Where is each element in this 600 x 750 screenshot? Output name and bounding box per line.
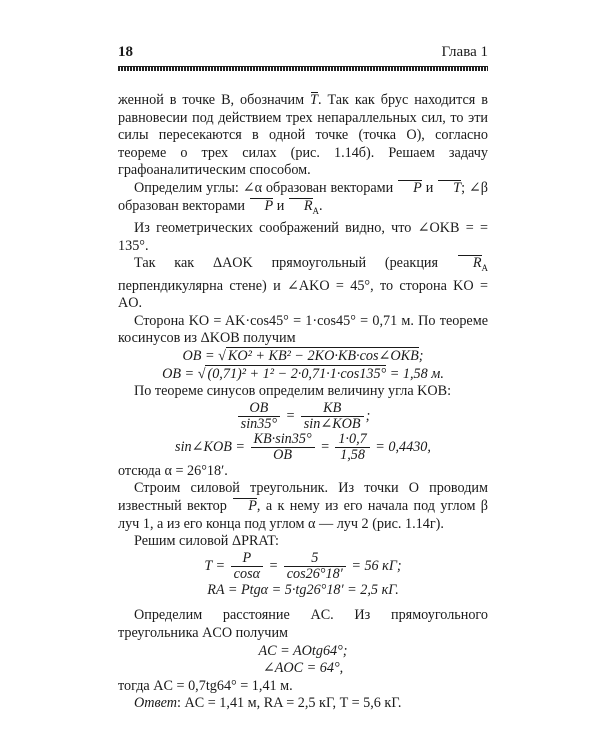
formula-ac: AC = AOtg64°; [258,642,348,659]
page-number: 18 [118,44,133,60]
vector-t: T [437,180,461,198]
paragraph-solve: Решим силовой ΔPRAT: [134,533,279,550]
vector-p: P [249,198,274,216]
paragraph-side: Сторона KO = AK·cos45° = 1·cos45° = 0,71 м. По теореме косинусов из ΔKOB получим [118,312,488,347]
chapter-title: Глава 1 [441,44,488,60]
paragraph-ac-value: тогда AC = 0,7tg64° = 1,41 м. [118,677,293,694]
vector-p: P [232,498,257,516]
vector-ra: R [288,198,313,216]
vector-p: P [397,180,422,198]
vector-ra: R [457,255,482,273]
header-rule [118,66,488,71]
paragraph-answer: Ответ: AC = 1,41 м, RA = 2,5 кГ, T = 5,6 кГ. [134,695,402,712]
formula-sin-kob: sin∠KOB = $\frac{KB\cdot\sin 35^\circ}{OB}$ = $\frac{1\cdot 0,7}{1,58}$ = 0,4430, [175,430,431,463]
paragraph-intro: женной в точке B, обозначим T. Так как брус находится в равновесии под действием трех непараллельных сил, то эти силы пересекаются в одной точке (точка O), согласно теореме о трех силах (рис. 1.14б). Решаем задачу графоаналитическим способом. [118,92,488,179]
paragraph-geometry: Из геометрических соображений видно, что ∠OKB = = 135°. [118,219,488,254]
page-body [118,92,488,713]
formula-ra: RA = Ptgα = 5·tg26°18′ = 2,5 кГ. [207,581,399,598]
answer-label: Ответ [134,695,178,712]
paragraph-triangle: Так как ΔAOK прямоугольный (реакция $R_A$ перпендикулярна стене) и ∠AKO = 45°, то сторона KO = AO. [118,255,489,312]
paragraph-sine: По теореме синусов определим величину угла KOB: [134,383,452,400]
formula-ob-numeric: OB = √ (0,71)² + 1² − 2·0,71·1·cos135° = 1,58 м. [162,365,444,382]
formula-ob-general: OB = √ KO² + KB² − 2KO·KB·cos∠OKB; [182,347,424,364]
vector-t: T [310,92,318,108]
formula-aoc: ∠AOC = 64°, [262,660,344,677]
paragraph-build: Строим силовой треугольник. Из точки O проводим известный вектор P, а к нему из его начала под углом β луч 1, а из его конца под углом α — луч 2 (рис. 1.14г). [118,480,489,532]
paragraph-angles: Определим углы: ∠α образован векторами P и T; ∠β образован векторами P и $R_A$. [118,179,488,216]
page-header [118,44,488,64]
formula-sine-law: $\frac{OB}{\sin 35^\circ}$ = $\frac{KB}{\text{sin∠KOB}}$ ; [118,401,488,432]
paragraph-distance: Определим расстояние AC. Из прямоугольного треугольника ACO получим [118,607,488,641]
paragraph-alpha: отсюда α = 26°18′. [118,462,228,479]
formula-t: T = $\frac{P}{\cos\alpha}$ = $\frac{5}{\cos 26^\circ 18'}$ = 56 кГ; [204,549,402,582]
